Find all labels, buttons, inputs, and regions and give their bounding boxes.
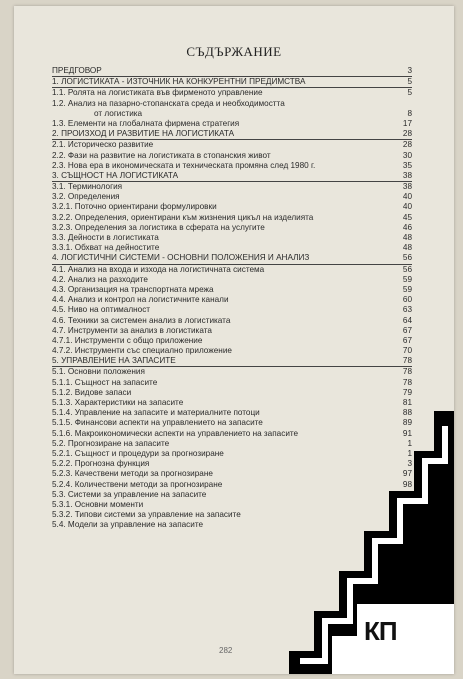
- toc-entry-title: 3.2.3. Определения за логистика в сферата на услугите: [52, 222, 265, 232]
- toc-entry-page: 1: [407, 448, 412, 458]
- toc-entry-page: 88: [402, 408, 412, 418]
- toc-entry-page: 48: [402, 243, 412, 253]
- toc-entry-page: 97: [402, 469, 412, 479]
- toc-entry-page: 40: [402, 202, 412, 212]
- page-number: 282: [219, 646, 233, 655]
- toc-entry-page: 63: [402, 305, 412, 315]
- toc-entry-title: 4.7.2. Инструменти със специално приложение: [52, 346, 232, 356]
- toc-entry-title: 5.1.2. Видове запаси: [52, 387, 132, 397]
- toc-entry-title: 5.3. Системи за управление на запасите: [52, 489, 207, 499]
- toc-entry-page: 67: [402, 325, 412, 335]
- toc-entry-title: 4.4. Анализ и контрол на логистичните канали: [52, 295, 229, 305]
- toc-entry-page: 70: [402, 346, 412, 356]
- toc-entry-title: 2. ПРОИЗХОД И РАЗВИТИЕ НА ЛОГИСТИКАТА: [52, 129, 235, 139]
- toc-entry-title: 4.6. Техники за системен анализ в логистиката: [52, 315, 231, 325]
- toc-entry-page: 98: [402, 479, 412, 489]
- toc-entry-title: 5.2. Прогнозиране на запасите: [52, 438, 170, 448]
- toc-entry-title: 2.3. Нова ера в икономическата и техническата промяна след 1980 г.: [52, 160, 316, 170]
- book-page: [14, 6, 454, 674]
- toc-entry-page: 67: [402, 335, 412, 345]
- toc-entry-title: 4.7. Инструменти за анализ в логистиката: [52, 325, 212, 335]
- toc-entry-page: 38: [402, 170, 412, 180]
- toc-entry-page: 59: [402, 274, 412, 284]
- toc-entry-page: 17: [402, 118, 412, 128]
- toc-entry-title: 5.1. Основни положения: [52, 367, 145, 377]
- staircase-watermark-icon: [14, 6, 454, 674]
- toc-entry-page: 3: [407, 459, 412, 469]
- toc-entry-title: 5.2.4. Количествени методи за прогнозиране: [52, 479, 223, 489]
- toc-entry-title: 1.1. Ролята на логистиката във фирменото управление: [52, 88, 263, 98]
- toc-entry-title: 4. ЛОГИСТИЧНИ СИСТЕМИ - ОСНОВНИ ПОЛОЖЕНИЯ И АНАЛИЗ: [52, 253, 310, 263]
- toc-entry-title: 4.5. Ниво на оптималност: [52, 305, 151, 315]
- toc-entry-title: 5.1.6. Макроикономически аспекти на управлението на запасите: [52, 428, 299, 438]
- toc-entry-page: 79: [402, 387, 412, 397]
- toc-entry-page: 30: [402, 150, 412, 160]
- toc-entry-title: 4.2. Анализ на разходите: [52, 274, 148, 284]
- toc-entry-page: 1: [407, 438, 412, 448]
- toc-entry-page: 60: [402, 295, 412, 305]
- toc-entry-title: 3.3.1. Обхват на дейностите: [52, 243, 160, 253]
- toc-entry-title: 5.2.3. Качествени методи за прогнозиране: [52, 469, 213, 479]
- toc-entry-page: 56: [402, 264, 412, 274]
- toc-entry-page: 59: [402, 284, 412, 294]
- toc-entry-title: 3.1. Терминология: [52, 182, 123, 192]
- publisher-logo: КП: [364, 616, 397, 646]
- toc-entry-page: 5: [407, 88, 412, 98]
- toc-entry-page: 48: [402, 233, 412, 242]
- toc-entry-title: 3.2.2. Определения, ориентирани към жизнения цикъл на изделията: [52, 212, 314, 222]
- toc-entry-page: 40: [402, 192, 412, 202]
- toc-entry-title: 3.2. Определения: [52, 192, 120, 202]
- toc-entry-title: 5. УПРАВЛЕНИЕ НА ЗАПАСИТЕ: [52, 356, 176, 366]
- toc-entry-page: 89: [402, 418, 412, 428]
- toc-entry-title: 3.3. Дейности в логистиката: [52, 233, 159, 242]
- toc-entry-title: 4.3. Организация на транспортната мрежа: [52, 284, 214, 294]
- toc-entry-page: 78: [402, 356, 412, 366]
- toc-entry-page: 56: [402, 253, 412, 263]
- toc-entry-title: 5.1.1. Същност на запасите: [52, 377, 158, 387]
- toc-entry-page: 28: [402, 129, 412, 139]
- toc-entry-page: 3: [407, 66, 412, 75]
- toc-entry-title: ПРЕДГОВОР: [52, 66, 102, 75]
- toc-entry-page: 8: [407, 108, 412, 118]
- toc-entry-page: 28: [402, 140, 412, 150]
- toc-entry-title: 5.1.5. Финансови аспекти на управлението на запасите: [52, 418, 263, 428]
- toc-entry-title: 1. ЛОГИСТИКАТА - ИЗТОЧНИК НА КОНКУРЕНТНИ ПРЕДИМСТВА: [52, 77, 306, 87]
- toc-entry-title: 3. СЪЩНОСТ НА ЛОГИСТИКАТА: [52, 170, 179, 180]
- toc-entry-title: 5.1.3. Характеристики на запасите: [52, 398, 184, 407]
- toc-entry-title: 3.2.1. Поточно ориентирани формулировки: [52, 202, 217, 212]
- toc-entry-page: 38: [402, 182, 412, 192]
- toc-entry-page: 81: [402, 398, 412, 407]
- toc-entry-title: 5.4. Модели за управление на запасите: [52, 520, 204, 530]
- toc-entry-title: 5.2.2. Прогнозна функция: [52, 459, 150, 469]
- toc-entry-page: 46: [402, 222, 412, 232]
- toc-entry-title: 1.2. Анализ на пазарно-стопанската среда и необходимостта: [52, 98, 285, 108]
- toc-entry-page: 78: [402, 367, 412, 377]
- toc-entry-title: 5.3.1. Основни моменти: [52, 499, 144, 509]
- toc-entry-page: 45: [402, 212, 412, 222]
- toc-entry-title: 1.3. Елементи на глобалната фирмена стратегия: [52, 118, 240, 128]
- toc-entry-page: 91: [402, 428, 412, 438]
- toc-entry-title: 4.1. Анализ на входа и изхода на логистичната система: [52, 264, 265, 274]
- toc-entry-title: 2.2. Фази на развитие на логистиката в стопанския живот: [52, 150, 271, 160]
- toc-entry-page: 64: [402, 315, 412, 325]
- toc-entry-title: 4.7.1. Инструменти с общо приложение: [52, 335, 203, 345]
- toc-entry-title: 5.2.1. Същност и процедури за прогнозиране: [52, 448, 224, 458]
- toc-entry-page: 35: [402, 160, 412, 170]
- toc-entry-title: 2.1. Историческо развитие: [52, 140, 154, 150]
- page-title: СЪДЪРЖАНИЕ: [186, 44, 282, 59]
- toc-entry-title: от логистика: [94, 108, 143, 118]
- toc-entry-title: 5.1.4. Управление на запасите и материалните потоци: [52, 408, 260, 418]
- toc-entry-title: 5.3.2. Типови системи за управление на запасите: [52, 510, 241, 520]
- toc-entry-page: 78: [402, 377, 412, 387]
- toc-entry-page: 5: [407, 77, 412, 87]
